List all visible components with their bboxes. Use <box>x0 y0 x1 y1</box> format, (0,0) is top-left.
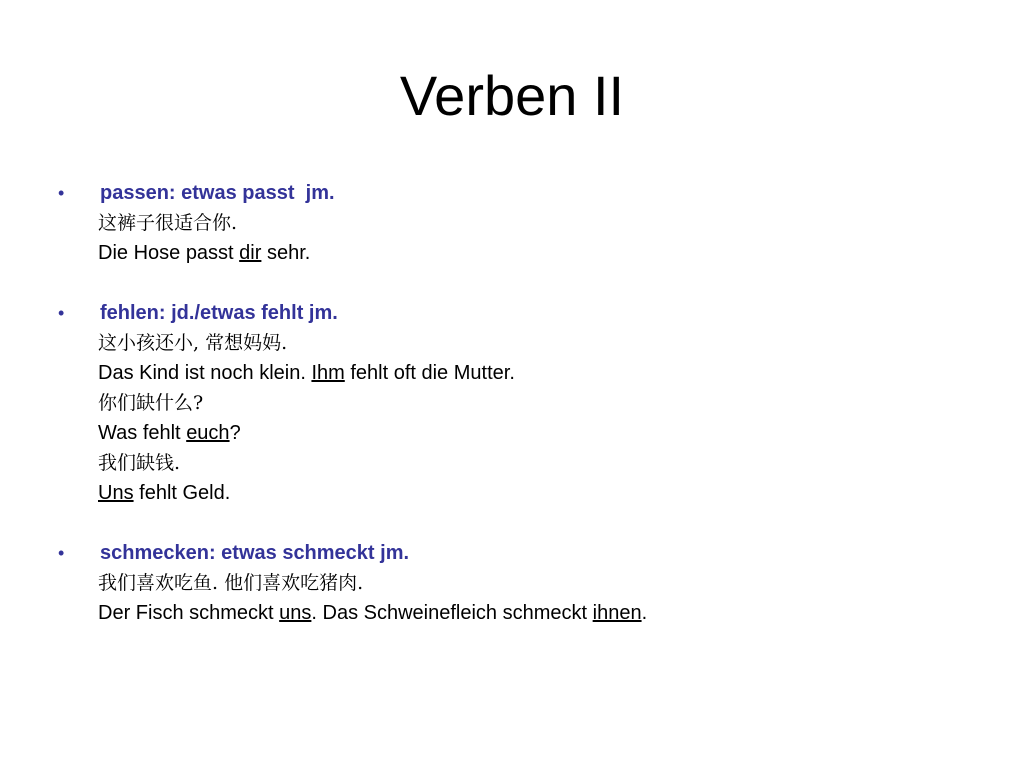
bullet-heading: schmecken: etwas schmeckt jm. <box>100 542 410 564</box>
example-text: Das Kind ist noch klein. <box>98 362 312 384</box>
chinese-example: 这裤子很适合你. <box>98 212 238 234</box>
example-text: fehlt oft die Mutter. <box>344 362 515 384</box>
example-text: . <box>641 602 648 624</box>
chinese-example: 这小孩还小, 常想妈妈. <box>98 332 288 354</box>
bullet-heading: fehlen: jd./etwas fehlt jm. <box>100 302 338 324</box>
bullet-heading: passen: etwas passt jm. <box>100 182 335 204</box>
german-example <box>0 238 1024 268</box>
example-text: Was fehlt <box>98 422 187 444</box>
bullet-schmecken <box>0 538 1024 628</box>
underlined-pronoun: euch <box>186 422 230 444</box>
example-text: . Das Schweinefleich schmeckt <box>311 602 593 624</box>
chinese-example: 我们喜欢吃鱼. 他们喜欢吃猪肉. <box>98 572 364 594</box>
underlined-pronoun: dir <box>239 242 262 264</box>
german-example <box>0 598 1024 628</box>
example-text: Die Hose passt <box>98 242 240 264</box>
slide-title: Verben II <box>399 64 625 127</box>
german-example <box>0 478 1024 508</box>
german-example <box>0 418 1024 448</box>
chinese-example: 你们缺什么? <box>98 392 204 414</box>
example-text: sehr. <box>261 242 311 264</box>
bullet-fehlen <box>0 298 1024 508</box>
german-example <box>0 358 1024 388</box>
slide-content <box>0 178 1024 628</box>
bullet-marker: • <box>58 543 65 563</box>
underlined-pronoun: Uns <box>98 482 134 504</box>
underlined-pronoun: Ihm <box>311 362 345 384</box>
chinese-example: 我们缺钱. <box>98 452 181 474</box>
example-text: Der Fisch schmeckt <box>98 602 280 624</box>
underlined-pronoun: ihnen <box>592 602 642 624</box>
example-text: fehlt Geld. <box>133 482 231 504</box>
bullet-marker: • <box>58 303 65 323</box>
example-text: ? <box>229 422 241 444</box>
bullet-passen <box>0 178 1024 268</box>
underlined-pronoun: uns <box>279 602 312 624</box>
bullet-marker: • <box>58 183 65 203</box>
